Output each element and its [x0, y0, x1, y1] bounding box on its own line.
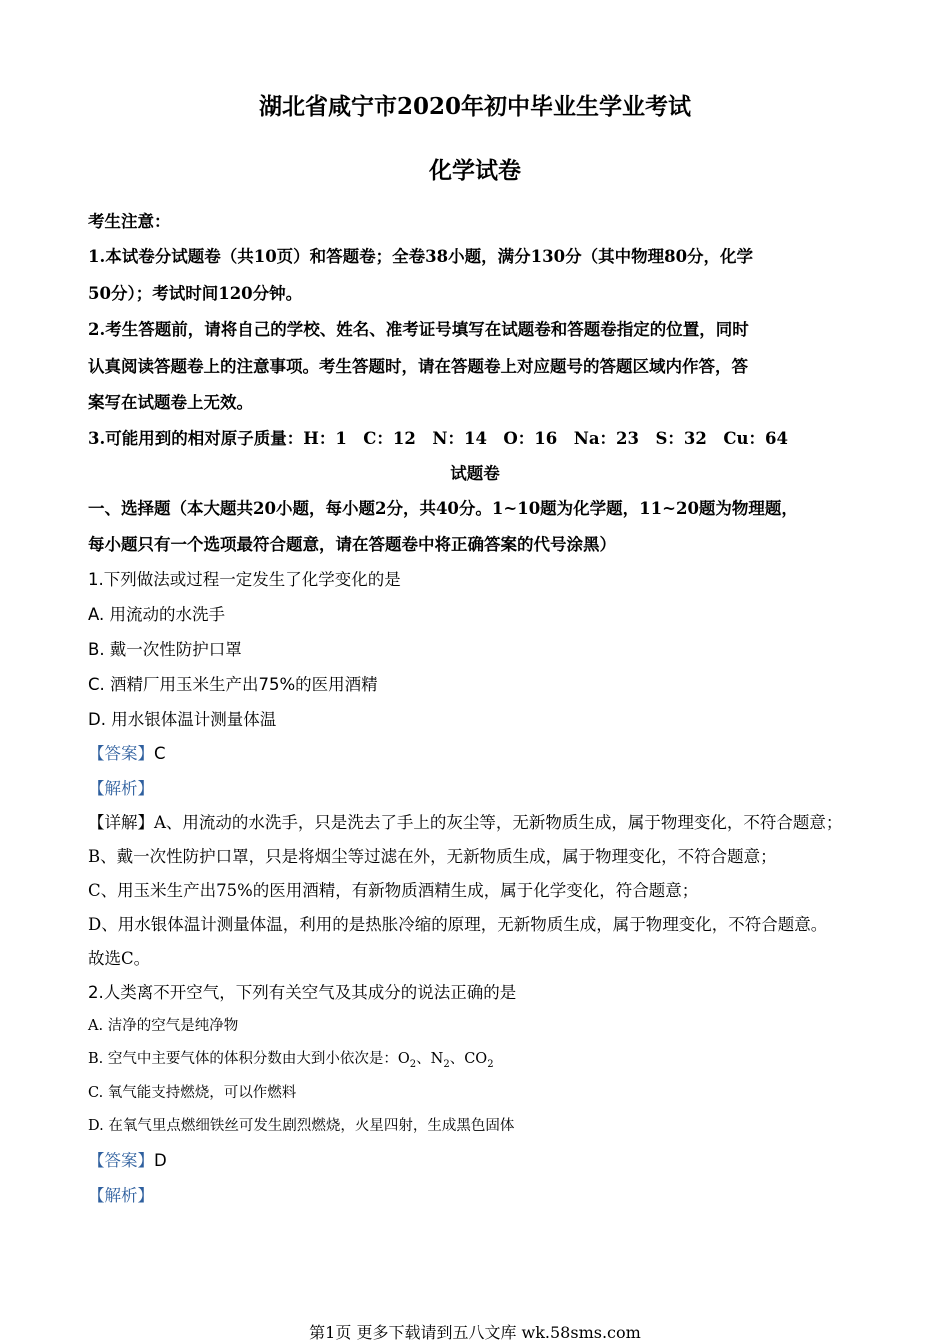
- q2-option-b: [88, 1047, 494, 1070]
- q1-analysis-label: 【解析】: [88, 779, 154, 798]
- q2-stem: 2.人类离不开空气，下列有关空气及其成分的说法正确的是: [88, 983, 517, 1002]
- q1-conclusion: 故选C。: [88, 949, 151, 968]
- detail-label: 【详解】: [88, 813, 154, 832]
- q2-option-c: C. 氧气能支持燃烧，可以作燃料: [88, 1085, 297, 1101]
- page-footer: 第1页 更多下载请到五八文库 wk.58sms.com: [309, 1323, 641, 1342]
- subscript: 2: [487, 1058, 494, 1070]
- q2-answer: [88, 1147, 167, 1171]
- subscript: 2: [443, 1058, 450, 1070]
- q1-option-b: B. 戴一次性防护口罩: [88, 640, 242, 659]
- part1-instructions-line-1: 一、选择题（本大题共20小题，每小题2分，共40分。1~10题为化学题，11~20题为物理题，: [88, 499, 798, 518]
- notice-item-2-line-3: 案写在试题卷上无效。: [88, 393, 253, 412]
- separator: 、N: [416, 1051, 444, 1067]
- section-label: 试题卷: [450, 464, 500, 483]
- notice-item-1-line-2: 50分）；考试时间120分钟。: [88, 284, 303, 303]
- notice-item-2-line-2: 认真阅读答题卷上的注意事项。考生答题时，请在答题卷上对应题号的答题区域内作答，答: [88, 357, 748, 376]
- subscript: 2: [409, 1058, 417, 1070]
- notice-item-3: 3.可能用到的相对原子质量：H：1 C：12 N：14 O：16 Na：23 S：32 Cu：64: [88, 429, 788, 448]
- q1-detail-c: C、用玉米生产出75%的医用酒精，有新物质酒精生成，属于化学变化，符合题意；: [88, 881, 699, 900]
- answer-value: D: [154, 1151, 167, 1170]
- q1-detail-d: D、用水银体温计测量体温，利用的是热胀冷缩的原理，无新物质生成，属于物理变化，不符合题意。: [88, 915, 828, 934]
- q1-detail-a: [88, 809, 842, 833]
- notice-item-1-line-1: 1.本试卷分试题卷（共10页）和答题卷；全卷38小题，满分130分（其中物理80分，化学: [88, 247, 754, 266]
- detail-text: A、用流动的水洗手，只是洗去了手上的灰尘等，无新物质生成，属于物理变化，不符合题意；: [154, 813, 843, 832]
- q2-option-b-text: B. 空气中主要气体的体积分数由大到小依次是：O: [88, 1051, 410, 1067]
- q2-option-d: D. 在氧气里点燃细铁丝可发生剧烈燃烧，火星四射，生成黑色固体: [88, 1118, 515, 1134]
- q1-option-d: D. 用水银体温计测量体温: [88, 710, 277, 729]
- answer-value: C: [154, 744, 166, 763]
- q2-analysis-label: 【解析】: [88, 1186, 154, 1205]
- part1-instructions-line-2: 每小题只有一个选项最符合题意，请在答题卷中将正确答案的代号涂黑）: [88, 535, 616, 554]
- answer-label: 【答案】: [88, 1151, 154, 1170]
- separator: 、CO: [449, 1051, 488, 1067]
- q1-option-c: C. 酒精厂用玉米生产出75%的医用酒精: [88, 675, 378, 694]
- exam-subtitle: 化学试卷: [429, 157, 521, 184]
- q2-option-a: A. 洁净的空气是纯净物: [88, 1018, 239, 1034]
- answer-label: 【答案】: [88, 744, 154, 763]
- q1-option-a: A. 用流动的水洗手: [88, 605, 225, 624]
- exam-title: 湖北省咸宁市2020年初中毕业生学业考试: [258, 93, 691, 120]
- q1-detail-b: B、戴一次性防护口罩，只是将烟尘等过滤在外，无新物质生成，属于物理变化，不符合题意；: [88, 847, 777, 866]
- notice-heading: 考生注意：: [88, 212, 171, 231]
- q1-stem: 1.下列做法或过程一定发生了化学变化的是: [88, 570, 401, 589]
- q1-answer: [88, 740, 166, 764]
- notice-item-2-line-1: 2.考生答题前，请将自己的学校、姓名、准考证号填写在试题卷和答题卷指定的位置，同时: [88, 320, 749, 339]
